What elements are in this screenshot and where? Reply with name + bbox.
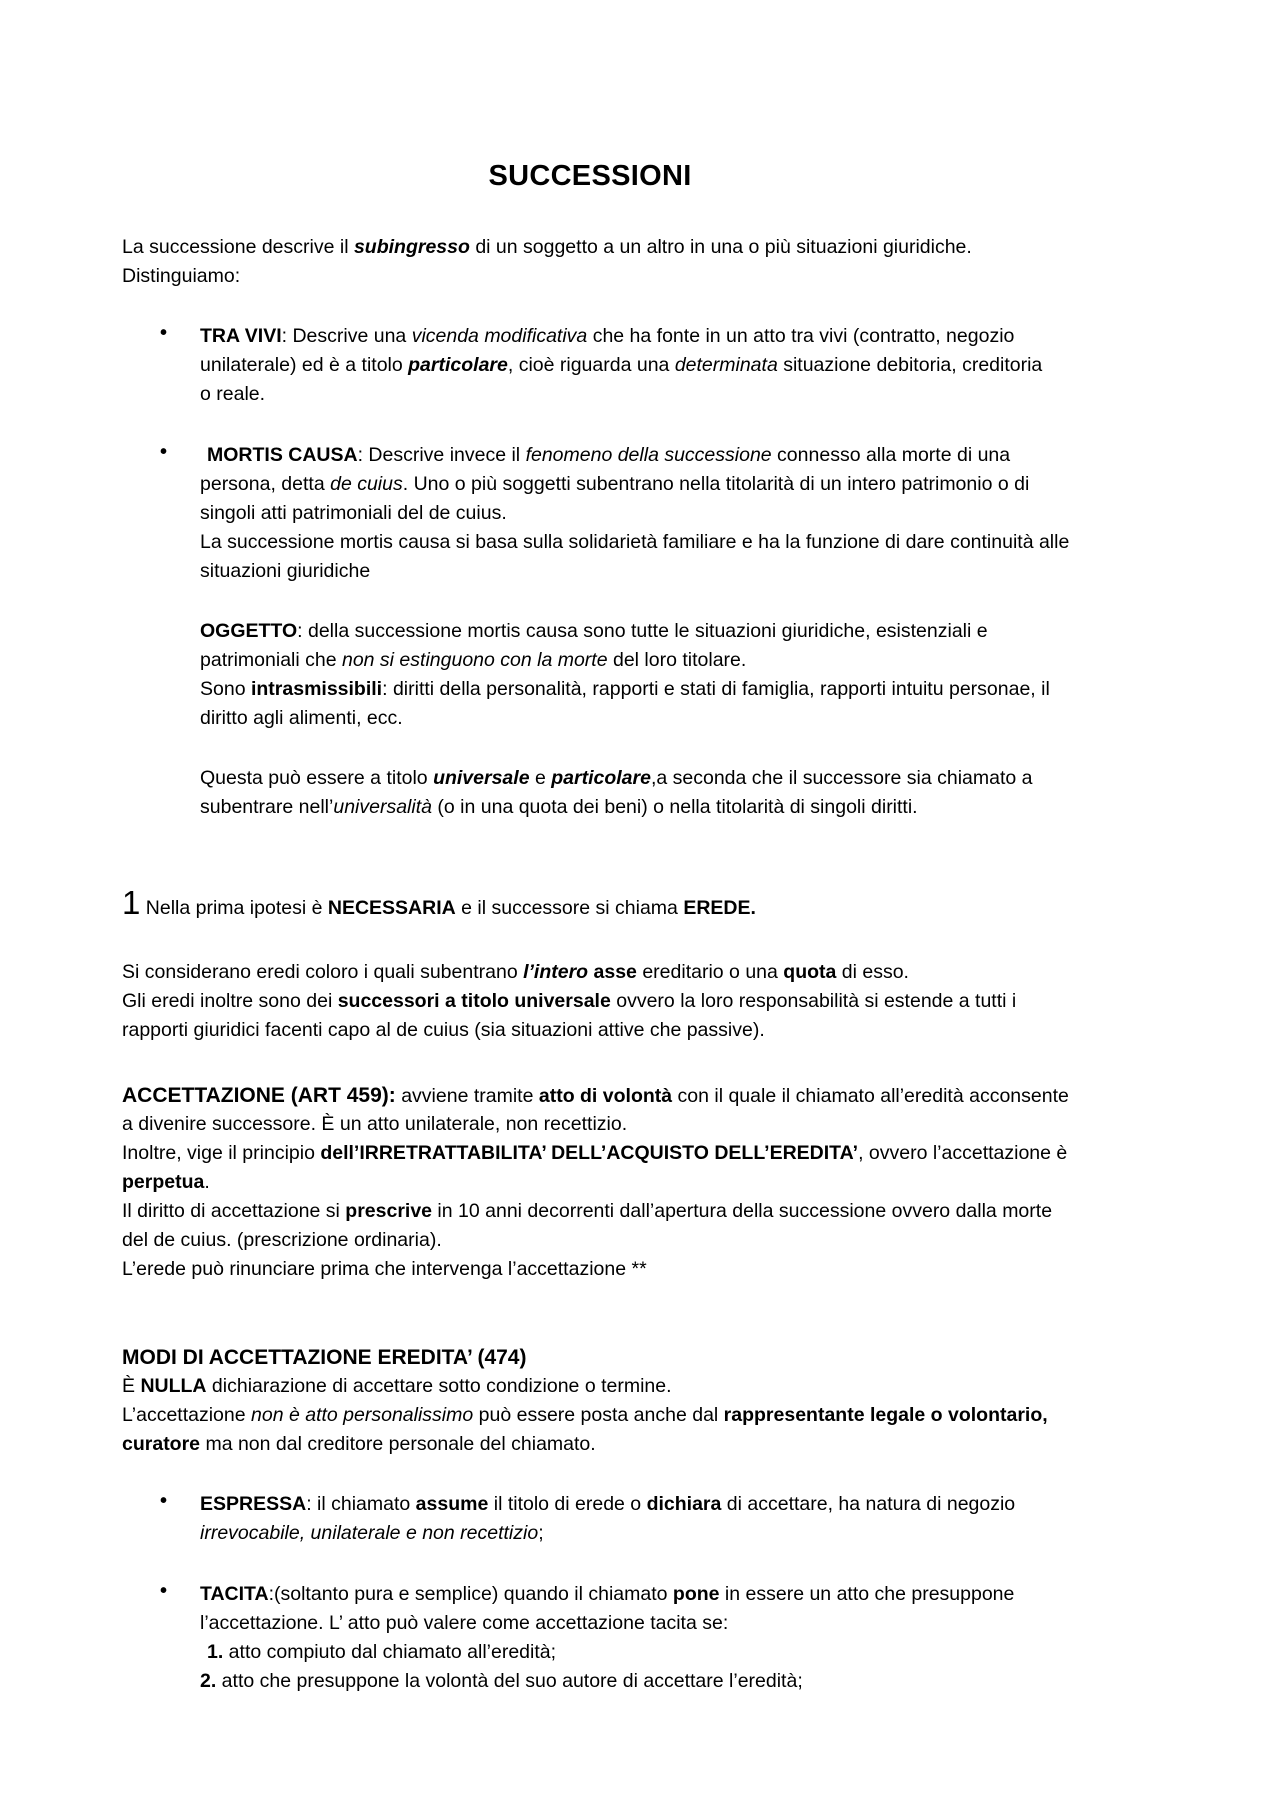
- bullet-mortis-causa: •: [160, 441, 168, 463]
- bullet-tacita: •: [160, 1580, 168, 1602]
- oggetto-line-5: Questa può essere a titolo universale e particolare,a seconda che il successore sia chiamato a: [200, 767, 1033, 789]
- modi-heading: MODI DI ACCETTAZIONE EREDITA’ (474): [122, 1346, 527, 1369]
- tacita-item-2: 2. atto che presuppone la volontà del suo autore di accettare l’eredità;: [200, 1670, 803, 1692]
- accettazione-line-7: L’erede può rinunciare prima che intervenga l’accettazione **: [122, 1258, 647, 1280]
- accettazione-line-3: Inoltre, vige il principio dell’IRRETRATTABILITA’ DELL’ACQUISTO DELL’EREDITA’, ovvero l’accettazione è: [122, 1142, 1068, 1164]
- oggetto-line-6: subentrare nell’universalità (o in una quota dei beni) o nella titolarità di singoli diritti.: [200, 796, 918, 818]
- accettazione-line-4: perpetua.: [122, 1171, 210, 1193]
- eredi-line-2: Gli eredi inoltre sono dei successori a titolo universale ovvero la loro responsabilità si estende a tutti i: [122, 990, 1017, 1012]
- modi-line-2: L’accettazione non è atto personalissimo può essere posta anche dal rappresentante legale o volontario,: [122, 1404, 1048, 1426]
- bullet-tra-vivi: •: [160, 322, 168, 344]
- oggetto-line-3: Sono intrasmissibili: diritti della personalità, rapporti e stati di famiglia, rapporti intuitu personae, il: [200, 678, 1050, 700]
- intro-line-1: La successione descrive il subingresso di un soggetto a un altro in una o più situazioni giuridiche.: [122, 236, 972, 258]
- mortis-line-4: La successione mortis causa si basa sulla solidarietà familiare e ha la funzione di dare continuità alle: [200, 531, 1070, 553]
- accettazione-line-2: a divenire successore. È un atto unilaterale, non recettizio.: [122, 1113, 628, 1135]
- tacita-line-1: TACITA:(soltanto pura e semplice) quando il chiamato pone in essere un atto che presuppone: [200, 1583, 1015, 1605]
- tacita-line-2: l’accettazione. L’ atto può valere come accettazione tacita se:: [200, 1612, 729, 1634]
- tra-vivi-line-2: unilaterale) ed è a titolo particolare, cioè riguarda una determinata situazione debitoria, creditoria: [200, 354, 1043, 376]
- page-title: SUCCESSIONI: [488, 160, 692, 192]
- eredi-line-3: rapporti giuridici facenti capo al de cuius (sia situazioni attive che passive).: [122, 1019, 765, 1041]
- mortis-line-2: persona, detta de cuius. Uno o più soggetti subentrano nella titolarità di un intero patrimonio o di: [200, 473, 1030, 495]
- mortis-line-3: singoli atti patrimoniali del de cuius.: [200, 502, 507, 524]
- tacita-item-1: 1. atto compiuto dal chiamato all’eredità;: [207, 1641, 557, 1663]
- accettazione-line-1: ACCETTAZIONE (ART 459): avviene tramite atto di volontà con il quale il chiamato all’eredità acconsente: [122, 1084, 1069, 1107]
- modi-line-3: curatore ma non dal creditore personale del chiamato.: [122, 1433, 596, 1455]
- oggetto-line-2: patrimoniali che non si estinguono con la morte del loro titolare.: [200, 649, 747, 671]
- intro-line-2: Distinguiamo:: [122, 265, 241, 287]
- mortis-line-5: situazioni giuridiche: [200, 560, 371, 582]
- modi-line-1: È NULLA dichiarazione di accettare sotto condizione o termine.: [122, 1375, 672, 1397]
- espressa-line-2: irrevocabile, unilaterale e non recettizio;: [200, 1522, 544, 1544]
- oggetto-line-1: OGGETTO: della successione mortis causa sono tutte le situazioni giuridiche, esistenziali e: [200, 620, 988, 642]
- accettazione-line-5: Il diritto di accettazione si prescrive in 10 anni decorrenti dall’apertura della successione ovvero dalla morte: [122, 1200, 1053, 1222]
- tra-vivi-line-1: TRA VIVI: Descrive una vicenda modificativa che ha fonte in un atto tra vivi (contratto, negozio: [200, 325, 1015, 347]
- accettazione-line-6: del de cuius. (prescrizione ordinaria).: [122, 1229, 442, 1251]
- bullet-espressa: •: [160, 1490, 168, 1512]
- tra-vivi-line-3: o reale.: [200, 383, 266, 405]
- espressa-line-1: ESPRESSA: il chiamato assume il titolo di erede o dichiara di accettare, ha natura di negozio: [200, 1493, 1016, 1515]
- eredi-line-1: Si considerano eredi coloro i quali subentrano l’intero asse ereditario o una quota di esso.: [122, 961, 909, 983]
- oggetto-line-4: diritto agli alimenti, ecc.: [200, 707, 403, 729]
- mortis-line-1: MORTIS CAUSA: Descrive invece il fenomeno della successione connesso alla morte di una: [207, 444, 1011, 466]
- ipotesi-line: 1 Nella prima ipotesi è NECESSARIA e il successore si chiama EREDE.: [122, 884, 756, 921]
